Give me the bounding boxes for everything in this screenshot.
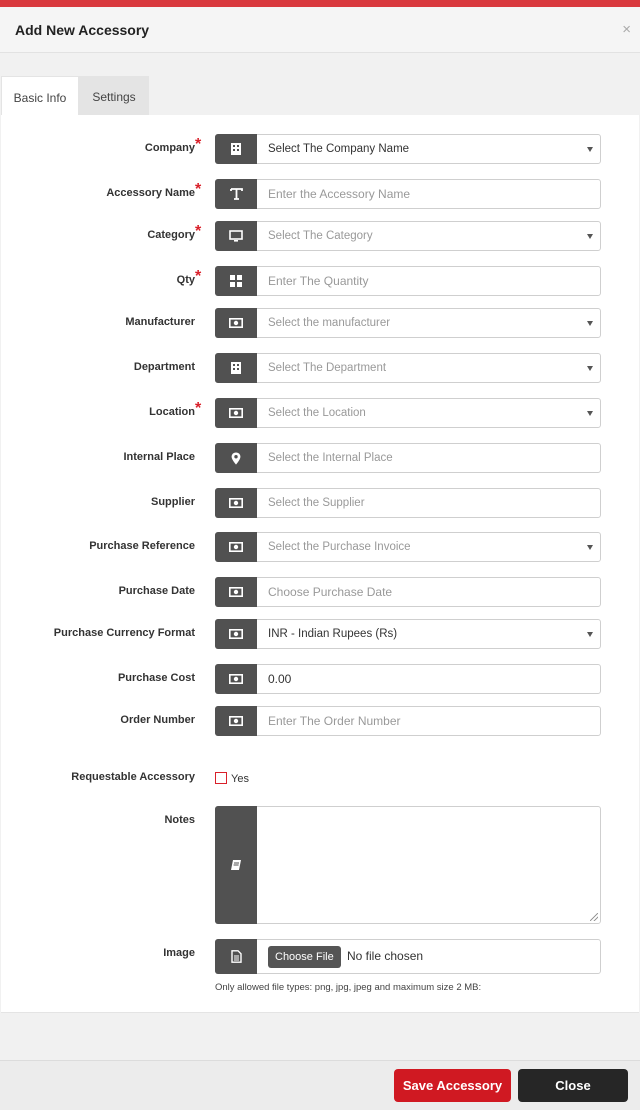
category-placeholder: Select The Category — [268, 230, 373, 242]
chevron-down-icon — [587, 632, 593, 637]
department-placeholder: Select The Department — [268, 362, 387, 374]
tab-bar — [0, 76, 640, 115]
purchase-currency-select[interactable] — [215, 619, 601, 649]
chevron-down-icon — [587, 321, 593, 326]
location-placeholder: Select the Location — [268, 407, 366, 419]
close-button[interactable]: Close — [518, 1069, 628, 1102]
image-label: Image — [163, 947, 195, 959]
money-icon — [215, 664, 257, 694]
purchase-reference-placeholder: Select the Purchase Invoice — [268, 541, 411, 553]
monitor-icon — [215, 221, 257, 251]
file-type-hint: Only allowed file types: png, jpg, jpeg and maximum size 2 MB: — [215, 982, 482, 993]
modal-footer — [0, 1060, 640, 1110]
building-icon — [215, 134, 257, 164]
notes-textarea[interactable] — [215, 806, 601, 924]
tab-settings[interactable]: Settings — [79, 76, 149, 115]
order-number-input[interactable] — [215, 706, 601, 736]
supplier-placeholder: Select the Supplier — [268, 497, 365, 509]
internal-place-placeholder: Select the Internal Place — [268, 452, 393, 464]
purchase-cost-label: Purchase Cost — [117, 672, 195, 684]
requestable-label: Requestable Accessory — [71, 771, 195, 783]
chevron-down-icon — [587, 147, 593, 152]
money-icon — [215, 577, 257, 607]
department-select[interactable] — [215, 353, 601, 383]
chevron-down-icon — [587, 234, 593, 239]
modal-header — [0, 7, 640, 53]
manufacturer-label: Manufacturer — [125, 316, 195, 328]
chevron-down-icon — [587, 411, 593, 416]
file-status: No file chosen — [347, 949, 424, 963]
requestable-option-label[interactable]: Yes — [231, 773, 249, 785]
purchase-cost-value: 0.00 — [268, 672, 292, 686]
department-label: Department — [133, 361, 195, 373]
supplier-label: Supplier — [150, 496, 195, 508]
purchase-currency-label: Purchase Currency Format — [53, 627, 195, 639]
save-accessory-button[interactable]: Save Accessory — [394, 1069, 511, 1102]
tab-basic-info[interactable]: Basic Info — [1, 76, 79, 115]
chevron-down-icon — [587, 366, 593, 371]
purchase-reference-select[interactable] — [215, 532, 601, 562]
money-icon — [215, 488, 257, 518]
qty-placeholder: Enter The Quantity — [268, 274, 369, 288]
required-mark: * — [195, 136, 202, 153]
company-placeholder: Select The Company Name — [268, 143, 410, 155]
book-icon — [215, 806, 257, 924]
grid-icon — [215, 266, 257, 296]
qty-label: Qty — [176, 274, 195, 286]
qty-input[interactable] — [215, 266, 601, 296]
required-mark: * — [195, 181, 202, 198]
text-icon — [215, 179, 257, 209]
location-select[interactable] — [215, 398, 601, 428]
file-icon — [215, 939, 257, 974]
basic-info-panel — [1, 115, 639, 1013]
order-number-placeholder: Enter The Order Number — [268, 714, 401, 728]
order-number-label: Order Number — [120, 714, 195, 726]
internal-place-label: Internal Place — [123, 451, 195, 463]
supplier-input[interactable] — [215, 488, 601, 518]
purchase-cost-input[interactable] — [215, 664, 601, 694]
accessory-name-placeholder: Enter the Accessory Name — [268, 187, 411, 201]
purchase-date-placeholder: Choose Purchase Date — [268, 585, 393, 599]
purchase-date-input[interactable] — [215, 577, 601, 607]
manufacturer-placeholder: Select the manufacturer — [268, 317, 391, 329]
category-select[interactable] — [215, 221, 601, 251]
location-label: Location — [149, 406, 195, 418]
building-icon — [215, 353, 257, 383]
internal-place-input[interactable] — [215, 443, 601, 473]
choose-file-button[interactable]: Choose File — [268, 946, 341, 968]
add-accessory-modal — [0, 7, 640, 1110]
resize-grip-icon[interactable] — [590, 913, 598, 921]
purchase-reference-label: Purchase Reference — [89, 540, 195, 552]
required-mark: * — [195, 400, 202, 417]
accessory-name-label: Accessory Name — [106, 187, 195, 199]
money-icon — [215, 398, 257, 428]
money-icon — [215, 619, 257, 649]
money-icon — [215, 532, 257, 562]
modal-title: Add New Accessory — [15, 22, 150, 38]
purchase-date-label: Purchase Date — [118, 585, 195, 597]
category-label: Category — [147, 229, 195, 241]
money-icon — [215, 706, 257, 736]
company-label: Company — [144, 142, 195, 154]
notes-label: Notes — [164, 814, 195, 826]
map-pin-icon — [215, 443, 257, 473]
requestable-checkbox[interactable] — [215, 772, 227, 784]
money-icon — [215, 308, 257, 338]
chevron-down-icon — [587, 545, 593, 550]
image-file-input[interactable] — [215, 939, 601, 974]
purchase-currency-value: INR - Indian Rupees (Rs) — [268, 628, 398, 640]
top-accent-bar — [0, 0, 640, 7]
required-mark: * — [195, 223, 202, 240]
accessory-name-input[interactable] — [215, 179, 601, 209]
manufacturer-select[interactable] — [215, 308, 601, 338]
company-select[interactable] — [215, 134, 601, 164]
required-mark: * — [195, 268, 202, 285]
close-icon[interactable]: × — [622, 21, 631, 38]
